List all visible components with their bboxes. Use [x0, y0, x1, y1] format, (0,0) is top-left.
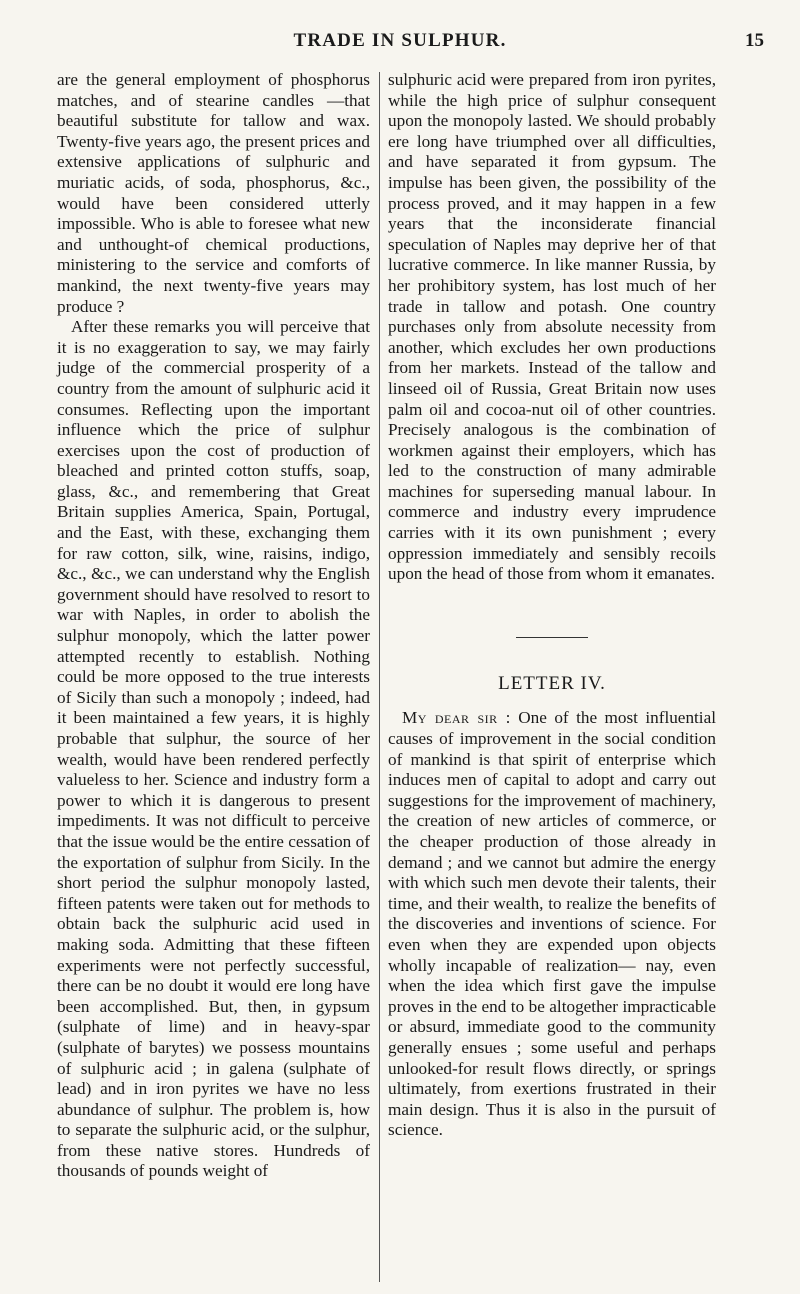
- letter-heading: LETTER IV.: [498, 672, 606, 694]
- left-paragraph-1: are the general employment of phosphorus matches, and of stearine candles —that beautiful substitute for tallow and wax. Twenty-five years ago, the present prices and extensive applications of sulphuric and muriatic acids, of soda, phosphorus, &c., would have been considered utterly impossible. Who is able to foresee what new and unthought-of chemical productions, ministering to the service and comforts of mankind, the next twenty-five years may produce ?: [57, 70, 370, 316]
- column-divider: [379, 72, 380, 1282]
- running-title: TRADE IN SULPHUR.: [293, 30, 507, 51]
- left-paragraph-2: After these remarks you will perceive that it is no exaggeration to say, we may fairly judge of the commercial prosperity of a country from the amount of sulphuric acid it consumes. Reflecting upon the important influence which the price of sulphur exercises upon the cost of production of bleached and printed cotton stuffs, soap, glass, &c., and remembering that Great Britain supplies America, Spain, Portugal, and the East, with these, exchanging them for raw cotton, silk, wine, raisins, indigo, &c., &c., we can understand why the English government should have resolved to resort to war with Naples, in order to abolish the sulphur monopoly, which the latter power attempted recently to establish. Nothing could be more opposed to the true interests of Sicily than such a monopoly ; indeed, had it been maintained a few years, it is highly probable that sulphur, the source of her wealth, would have been rendered perfectly valueless to her. Science and industry form a power to which it is dangerous to present impediments. It was not difficult to perceive that the issue would be the entire cessation of the exportation of sulphur from Sicily. In the short period the sulphur monopoly lasted, fifteen patents were taken out for methods to obtain back the sulphuric acid used in making soda. Admitting that these fifteen experiments were not perfectly successful, there can be no doubt it would ere long have been accomplished. But, then, in gypsum (sulphate of lime) and in heavy-spar (sulphate of barytes) we possess mountains of sulphuric acid ; in galena (sulphate of lead) and in iron pyrites we have no less abundance of sulphur. The problem is, how to separate the sulphuric acid, or the sulphur, from these native stores. Hundreds of thousands of pounds weight of: [57, 317, 370, 1181]
- letter-body-text: One of the most influential causes of improvement in the social condition of mankind is that spirit of enterprise which induces men of capital to adopt and carry out suggestions for the improvement of machinery, the creation of new articles of commerce, or the cheaper production of those already in demand ; and we cannot but admire the energy with which such men devote their talents, their time, and their wealth, to realize the benefits of the discoveries and inventions of science. For even when they are expended upon objects wholly incapable of realization— nay, even when the idea which first gave the impulse proves in the end to be altogether impracticable or absurd, immediate good to the community generally ensues ; some useful and perhaps unlooked-for result flows directly, or springs ultimately, from exertions frustrated in their main design. Thus it is also in the pursuit of science.: [388, 708, 716, 1140]
- left-column: [57, 70, 370, 1182]
- right-paragraph-1: sulphuric acid were prepared from iron pyrites, while the high price of sulphur consequent upon the monopoly lasted. We should probably ere long have triumphed over all difficulties, and have separated it from gypsum. The impulse has been given, the possibility of the process proved, and it may happen in a few years that the inconsiderate financial speculation of Naples may deprive her of that lucrative commerce. In like manner Russia, by her prohibitory system, has lost much of her trade in tallow and potash. One country purchases only from absolute necessity from another, which excludes her own productions from her markets. Instead of the tallow and linseed oil of Russia, Great Britain now uses palm oil and cocoa-nut oil of other countries. Precisely analogous is the combination of workmen against their employers, which has led to the construction of many admirable machines for superseding manual labour. In commerce and industry every imprudence carries with it its own punishment ; every oppression immediately and sensibly recoils upon the head of those from whom it emanates.: [388, 70, 716, 584]
- salutation: My dear sir :: [402, 708, 511, 728]
- page-number: 15: [745, 30, 764, 51]
- right-column: [388, 70, 716, 1141]
- letter-body-paragraph: [388, 708, 716, 1140]
- running-head: [0, 30, 800, 54]
- section-separator: [516, 637, 588, 638]
